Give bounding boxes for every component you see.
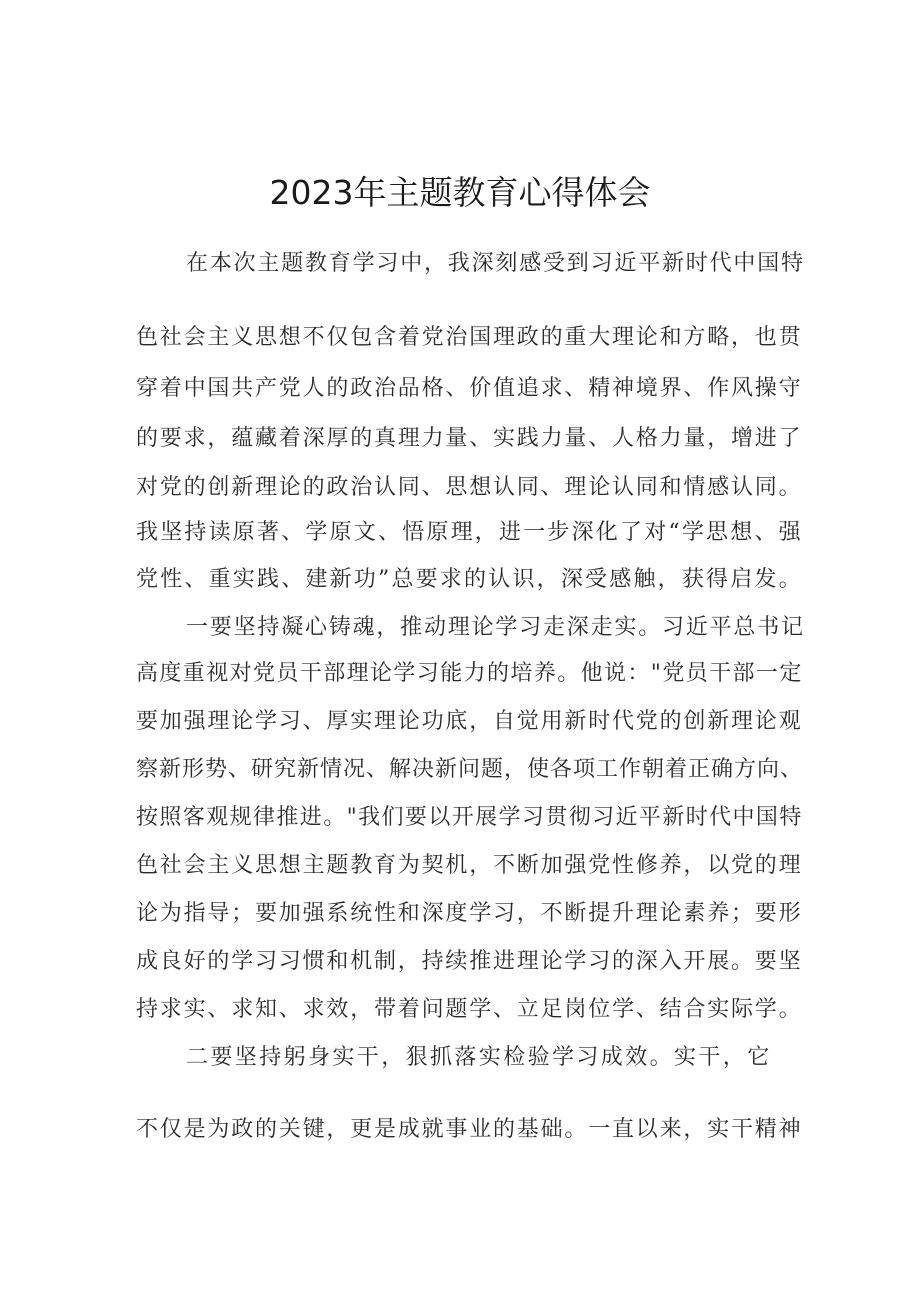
paragraph-line: 不仅是为政的关键，更是成就事业的基础。一直以来，实干精神 [136, 1117, 803, 1142]
paragraph-line: 高度重视对党员干部理论学习能力的培养。他说："党员干部一定 [136, 661, 803, 686]
paragraph-line: 一要坚持凝心铸魂，推动理论学习走深走实。习近平总书记 [186, 615, 805, 640]
paragraph-line: 察新形势、研究新情况、解决新问题，使各项工作朝着正确方向、 [136, 757, 804, 782]
paragraph-line: 按照客观规律推进。"我们要以开展学习贯彻习近平新时代中国特 [136, 805, 803, 830]
paragraph-line: 的要求，蕴藏着深厚的真理力量、实践力量、人格力量，增进了 [136, 426, 803, 451]
paragraph-line: 对党的创新理论的政治认同、思想认同、理论认同和情感认同。 [136, 475, 803, 500]
paragraph-line: 要加强理论学习、厚实理论功底，自觉用新时代党的创新理论观 [136, 709, 803, 734]
paragraph-line: 论为指导；要加强系统性和深度学习，不断提升理论素养；要形 [136, 901, 803, 926]
paragraph-line: 穿着中国共产党人的政治品格、价值追求、精神境界、作风操守 [136, 376, 803, 401]
paragraph-line: 二要坚持躬身实干，狠抓落实检验学习成效。实干，它 [186, 1045, 772, 1070]
paragraph-line: 成良好的学习习惯和机制，持续推进理论学习的深入开展。要坚 [136, 949, 803, 974]
document-title: 2023年主题教育心得体会 [269, 173, 651, 212]
paragraph-line: 党性、重实践、建新功”总要求的认识，深受感触，获得启发。 [136, 567, 803, 592]
paragraph-line: 持求实、求知、求效，带着问题学、立足岗位学、结合实际学。 [136, 997, 803, 1022]
paragraph-line: 在本次主题教育学习中，我深刻感受到习近平新时代中国特 [186, 251, 805, 276]
paragraph-line: 色社会主义思想主题教育为契机，不断加强党性修养，以党的理 [136, 853, 803, 878]
paragraph-line: 色社会主义思想不仅包含着党治国理政的重大理论和方略，也贯 [136, 325, 803, 350]
paragraph-line: 我坚持读原著、学原文、悟原理，进一步深化了对“学思想、强 [136, 520, 803, 545]
